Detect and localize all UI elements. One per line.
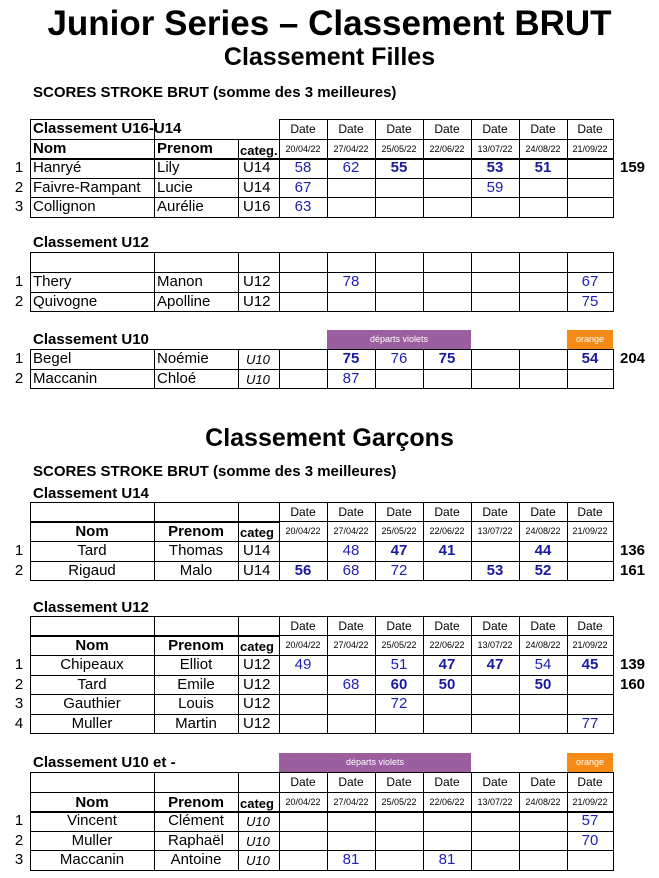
orange-tees-band: orange (567, 753, 613, 772)
date-value: 13/07/22 (477, 640, 513, 650)
date-label: Date (386, 122, 412, 136)
player-last-name: Tard (77, 675, 107, 693)
rank: 3 (14, 198, 24, 215)
score-cell (279, 811, 328, 832)
score-cell (423, 694, 472, 715)
score-cell (279, 675, 328, 696)
rank: 3 (14, 851, 24, 868)
score-cell (567, 369, 614, 390)
date-label: Date (434, 775, 460, 789)
round-score: 75 (342, 350, 360, 367)
score-cell (327, 292, 376, 313)
nom-header: Nom (33, 140, 67, 157)
orange-tees-band: orange (567, 330, 613, 349)
score-cell (567, 850, 614, 871)
round-score: 67 (581, 273, 599, 290)
rank: 4 (14, 714, 24, 732)
blank-cell (30, 616, 155, 637)
total-score: 159 (620, 159, 646, 176)
player-first-name: Noémie (157, 350, 209, 367)
score-cell (375, 714, 424, 735)
round-score: 67 (294, 178, 312, 196)
score-cell (519, 714, 568, 735)
score-cell (567, 178, 614, 199)
round-score: 51 (534, 159, 552, 176)
date-value: 21/09/22 (572, 526, 608, 536)
section-title: Classement U12 (33, 599, 149, 616)
date-label: Date (577, 775, 603, 789)
blank-cell (154, 616, 239, 637)
prenom-header: Prenom (168, 794, 224, 811)
score-cell (423, 178, 472, 199)
date-value: 22/06/22 (429, 797, 465, 807)
player-first-name: Louis (178, 695, 214, 712)
blank-cell (423, 252, 472, 273)
score-cell (279, 714, 328, 735)
score-cell (279, 831, 328, 852)
score-cell (375, 850, 424, 871)
round-score: 47 (438, 656, 456, 673)
player-first-name: Antoine (170, 851, 222, 868)
date-value: 25/05/22 (381, 797, 417, 807)
categ-header: categ (240, 525, 274, 540)
round-score: 52 (534, 561, 552, 579)
nom-header: Nom (75, 637, 109, 654)
player-last-name: Tard (77, 542, 107, 559)
date-label: Date (530, 505, 556, 519)
date-label: Date (482, 122, 508, 136)
blank-cell (30, 772, 155, 793)
round-score: 49 (294, 656, 312, 673)
player-last-name: Vincent (67, 812, 117, 829)
date-label: Date (434, 122, 460, 136)
player-category: U12 (243, 675, 271, 693)
score-cell (327, 178, 376, 199)
round-score: 78 (342, 273, 360, 290)
date-value: 27/04/22 (333, 640, 369, 650)
player-last-name: Maccanin (59, 851, 125, 868)
round-score: 72 (390, 695, 408, 712)
score-cell (471, 369, 520, 390)
date-label: Date (434, 619, 460, 633)
violet-tees-band: départs violets (327, 330, 471, 349)
round-score: 54 (534, 656, 552, 673)
score-cell (519, 369, 568, 390)
date-value: 22/06/22 (429, 526, 465, 536)
total-score: 204 (620, 350, 646, 367)
blank-cell (30, 252, 155, 273)
categ-header: categ (240, 796, 274, 811)
round-score: 51 (390, 656, 408, 673)
blank-cell (519, 252, 568, 273)
score-cell (327, 714, 376, 735)
player-category: U12 (243, 714, 271, 732)
date-label: Date (338, 505, 364, 519)
player-category: U12 (243, 292, 271, 310)
player-last-name: Maccanin (33, 369, 98, 387)
player-category: U12 (243, 273, 271, 290)
section-title: Classement U10 (33, 331, 149, 348)
date-label: Date (577, 122, 603, 136)
score-cell (567, 694, 614, 715)
round-score: 59 (486, 178, 504, 196)
blank-cell (567, 252, 614, 273)
score-cell (471, 811, 520, 832)
section-title: Classement U10 et - (33, 754, 176, 771)
rank: 2 (14, 292, 24, 310)
score-cell (375, 272, 424, 293)
date-label: Date (338, 122, 364, 136)
date-value: 21/09/22 (572, 144, 608, 154)
round-score: 87 (342, 369, 360, 387)
date-label: Date (482, 505, 508, 519)
player-category: U14 (243, 561, 271, 579)
date-value: 13/07/22 (477, 526, 513, 536)
date-label: Date (290, 619, 316, 633)
rank: 2 (14, 178, 24, 196)
score-cell (375, 197, 424, 218)
round-score: 68 (342, 561, 360, 579)
nom-header: Nom (75, 794, 109, 811)
player-first-name: Martin (175, 714, 217, 732)
score-cell (471, 292, 520, 313)
rank: 2 (14, 561, 24, 579)
score-cell (279, 349, 328, 370)
prenom-header: Prenom (157, 140, 213, 157)
rank: 1 (14, 273, 24, 290)
date-label: Date (338, 775, 364, 789)
date-label: Date (482, 775, 508, 789)
date-value: 24/08/22 (525, 144, 561, 154)
blank-cell (327, 252, 376, 273)
date-value: 20/04/22 (285, 526, 321, 536)
total-score: 139 (620, 656, 646, 673)
score-cell (567, 561, 614, 582)
player-category: U10 (246, 371, 270, 387)
blank-cell (154, 252, 239, 273)
player-category: U14 (243, 159, 271, 176)
date-value: 22/06/22 (429, 640, 465, 650)
date-label: Date (290, 775, 316, 789)
player-last-name: Gauthier (63, 695, 121, 712)
rank: 1 (14, 542, 24, 559)
player-last-name: Begel (33, 350, 72, 367)
score-cell (279, 369, 328, 390)
total-score: 161 (620, 561, 646, 579)
score-cell (279, 272, 328, 293)
rank: 1 (14, 350, 24, 367)
player-first-name: Clément (168, 812, 224, 829)
round-score: 75 (581, 292, 599, 310)
player-category: U14 (243, 178, 271, 196)
player-last-name: Quivogne (33, 292, 98, 310)
player-last-name: Chipeaux (60, 656, 124, 673)
blank-cell (375, 252, 424, 273)
girls-scores-label: SCORES STROKE BRUT (somme des 3 meilleures) (33, 84, 397, 101)
score-cell (567, 675, 614, 696)
player-category: U10 (246, 814, 270, 829)
score-cell (519, 850, 568, 871)
round-score: 55 (390, 159, 408, 176)
blank-cell (471, 252, 520, 273)
rank: 2 (14, 675, 24, 693)
date-value: 25/05/22 (381, 144, 417, 154)
violet-tees-band: départs violets (279, 753, 471, 772)
round-score: 60 (390, 675, 408, 693)
score-cell (423, 811, 472, 832)
player-last-name: Rigaud (68, 561, 116, 579)
player-category: U12 (243, 656, 271, 673)
score-cell (567, 541, 614, 562)
boys-ranking-title: Classement Garçons (205, 424, 454, 452)
rank: 2 (14, 369, 24, 387)
rank: 1 (14, 656, 24, 673)
date-label: Date (386, 775, 412, 789)
score-cell (279, 850, 328, 871)
date-label: Date (482, 619, 508, 633)
rank: 1 (14, 812, 24, 829)
round-score: 58 (294, 159, 312, 176)
section-title: Classement U12 (33, 234, 149, 251)
score-cell (375, 178, 424, 199)
player-first-name: Emile (177, 675, 215, 693)
date-value: 20/04/22 (285, 797, 321, 807)
score-cell (471, 831, 520, 852)
date-label: Date (290, 505, 316, 519)
player-first-name: Chloé (157, 369, 197, 387)
score-cell (279, 694, 328, 715)
player-category: U12 (243, 695, 271, 712)
player-first-name: Malo (179, 561, 213, 579)
date-value: 21/09/22 (572, 797, 608, 807)
blank-cell (238, 772, 280, 793)
score-cell (471, 349, 520, 370)
player-last-name: Thery (33, 273, 72, 290)
date-label: Date (577, 505, 603, 519)
date-label: Date (386, 505, 412, 519)
player-last-name: Faivre-Rampant (33, 178, 141, 196)
score-cell (279, 541, 328, 562)
round-score: 68 (342, 675, 360, 693)
score-cell (375, 831, 424, 852)
section-title: Classement U14 (33, 485, 149, 502)
round-score: 47 (390, 542, 408, 559)
date-label: Date (577, 619, 603, 633)
blank-cell (154, 502, 239, 523)
round-score: 41 (438, 542, 456, 559)
girls-ranking-title: Classement Filles (223, 43, 436, 71)
date-value: 20/04/22 (285, 144, 321, 154)
date-label: Date (386, 619, 412, 633)
player-first-name: Lucie (157, 178, 193, 196)
blank-cell (279, 252, 328, 273)
score-cell (375, 292, 424, 313)
total-score: 136 (620, 542, 646, 559)
score-cell (519, 292, 568, 313)
date-value: 20/04/22 (285, 640, 321, 650)
score-cell (327, 197, 376, 218)
player-first-name: Thomas (168, 542, 224, 559)
score-cell (471, 541, 520, 562)
player-first-name: Aurélie (157, 198, 204, 215)
player-last-name: Hanryé (33, 159, 82, 176)
rank: 3 (14, 695, 24, 712)
date-label: Date (530, 619, 556, 633)
score-cell (519, 811, 568, 832)
round-score: 48 (342, 542, 360, 559)
player-last-name: Muller (71, 831, 113, 849)
round-score: 81 (342, 851, 360, 868)
score-cell (567, 197, 614, 218)
round-score: 50 (438, 675, 456, 693)
date-label: Date (290, 122, 316, 136)
player-category: U16 (243, 198, 271, 215)
date-value: 27/04/22 (333, 526, 369, 536)
total-score: 160 (620, 675, 646, 693)
score-cell (471, 714, 520, 735)
player-category: U10 (246, 853, 270, 868)
date-value: 27/04/22 (333, 797, 369, 807)
score-cell (519, 197, 568, 218)
date-value: 27/04/22 (333, 144, 369, 154)
date-value: 13/07/22 (477, 797, 513, 807)
score-cell (423, 714, 472, 735)
round-score: 44 (534, 542, 552, 559)
date-value: 24/08/22 (525, 797, 561, 807)
round-score: 77 (581, 714, 599, 732)
score-cell (471, 675, 520, 696)
score-cell (327, 811, 376, 832)
score-cell (519, 349, 568, 370)
round-score: 50 (534, 675, 552, 693)
round-score: 53 (486, 561, 504, 579)
round-score: 72 (390, 561, 408, 579)
score-cell (375, 369, 424, 390)
date-value: 22/06/22 (429, 144, 465, 154)
blank-cell (238, 616, 280, 637)
player-last-name: Collignon (33, 198, 96, 215)
round-score: 57 (581, 812, 599, 829)
rank: 2 (14, 831, 24, 849)
round-score: 63 (294, 198, 312, 215)
date-value: 25/05/22 (381, 526, 417, 536)
date-label: Date (530, 122, 556, 136)
score-cell (375, 811, 424, 832)
score-cell (519, 178, 568, 199)
score-cell (423, 197, 472, 218)
score-cell (471, 272, 520, 293)
score-cell (327, 831, 376, 852)
round-score: 70 (581, 831, 599, 849)
round-score: 53 (486, 159, 504, 176)
score-cell (519, 272, 568, 293)
date-value: 13/07/22 (477, 144, 513, 154)
nom-header: Nom (75, 523, 109, 540)
player-last-name: Muller (71, 714, 113, 732)
score-cell (327, 655, 376, 676)
page-title: Junior Series – Classement BRUT (47, 4, 612, 43)
date-value: 25/05/22 (381, 640, 417, 650)
round-score: 54 (581, 350, 599, 367)
player-first-name: Elliot (179, 656, 213, 673)
score-cell (423, 561, 472, 582)
score-cell (471, 197, 520, 218)
date-value: 24/08/22 (525, 526, 561, 536)
score-cell (519, 831, 568, 852)
player-first-name: Lily (157, 159, 180, 176)
date-label: Date (434, 505, 460, 519)
date-value: 21/09/22 (572, 640, 608, 650)
score-cell (519, 694, 568, 715)
categ-header: categ (240, 639, 274, 654)
player-first-name: Apolline (157, 292, 211, 310)
score-cell (423, 158, 472, 179)
player-first-name: Raphaël (168, 831, 224, 849)
round-score: 62 (342, 159, 360, 176)
round-score: 47 (486, 656, 504, 673)
rank: 1 (14, 159, 24, 176)
round-score: 75 (438, 350, 456, 367)
prenom-header: Prenom (168, 637, 224, 654)
section-title: Classement U16-U14 (33, 120, 182, 137)
player-first-name: Manon (157, 273, 203, 290)
score-cell (423, 272, 472, 293)
blank-cell (238, 252, 280, 273)
score-cell (423, 369, 472, 390)
score-cell (471, 850, 520, 871)
score-cell (423, 831, 472, 852)
score-cell (327, 694, 376, 715)
prenom-header: Prenom (168, 523, 224, 540)
player-category: U10 (246, 352, 270, 367)
boys-scores-label: SCORES STROKE BRUT (somme des 3 meilleures) (33, 463, 397, 480)
blank-cell (30, 502, 155, 523)
date-label: Date (530, 775, 556, 789)
score-cell (567, 158, 614, 179)
blank-cell (154, 772, 239, 793)
blank-cell (238, 502, 280, 523)
score-cell (471, 694, 520, 715)
round-score: 81 (438, 851, 456, 868)
score-cell (423, 292, 472, 313)
date-label: Date (338, 619, 364, 633)
player-category: U14 (243, 542, 271, 559)
score-cell (279, 292, 328, 313)
round-score: 45 (581, 656, 599, 673)
date-value: 24/08/22 (525, 640, 561, 650)
player-category: U10 (246, 833, 270, 849)
round-score: 56 (294, 561, 312, 579)
title-cell-blank (30, 119, 155, 140)
categ-header: categ. (240, 143, 278, 158)
round-score: 76 (390, 350, 408, 367)
